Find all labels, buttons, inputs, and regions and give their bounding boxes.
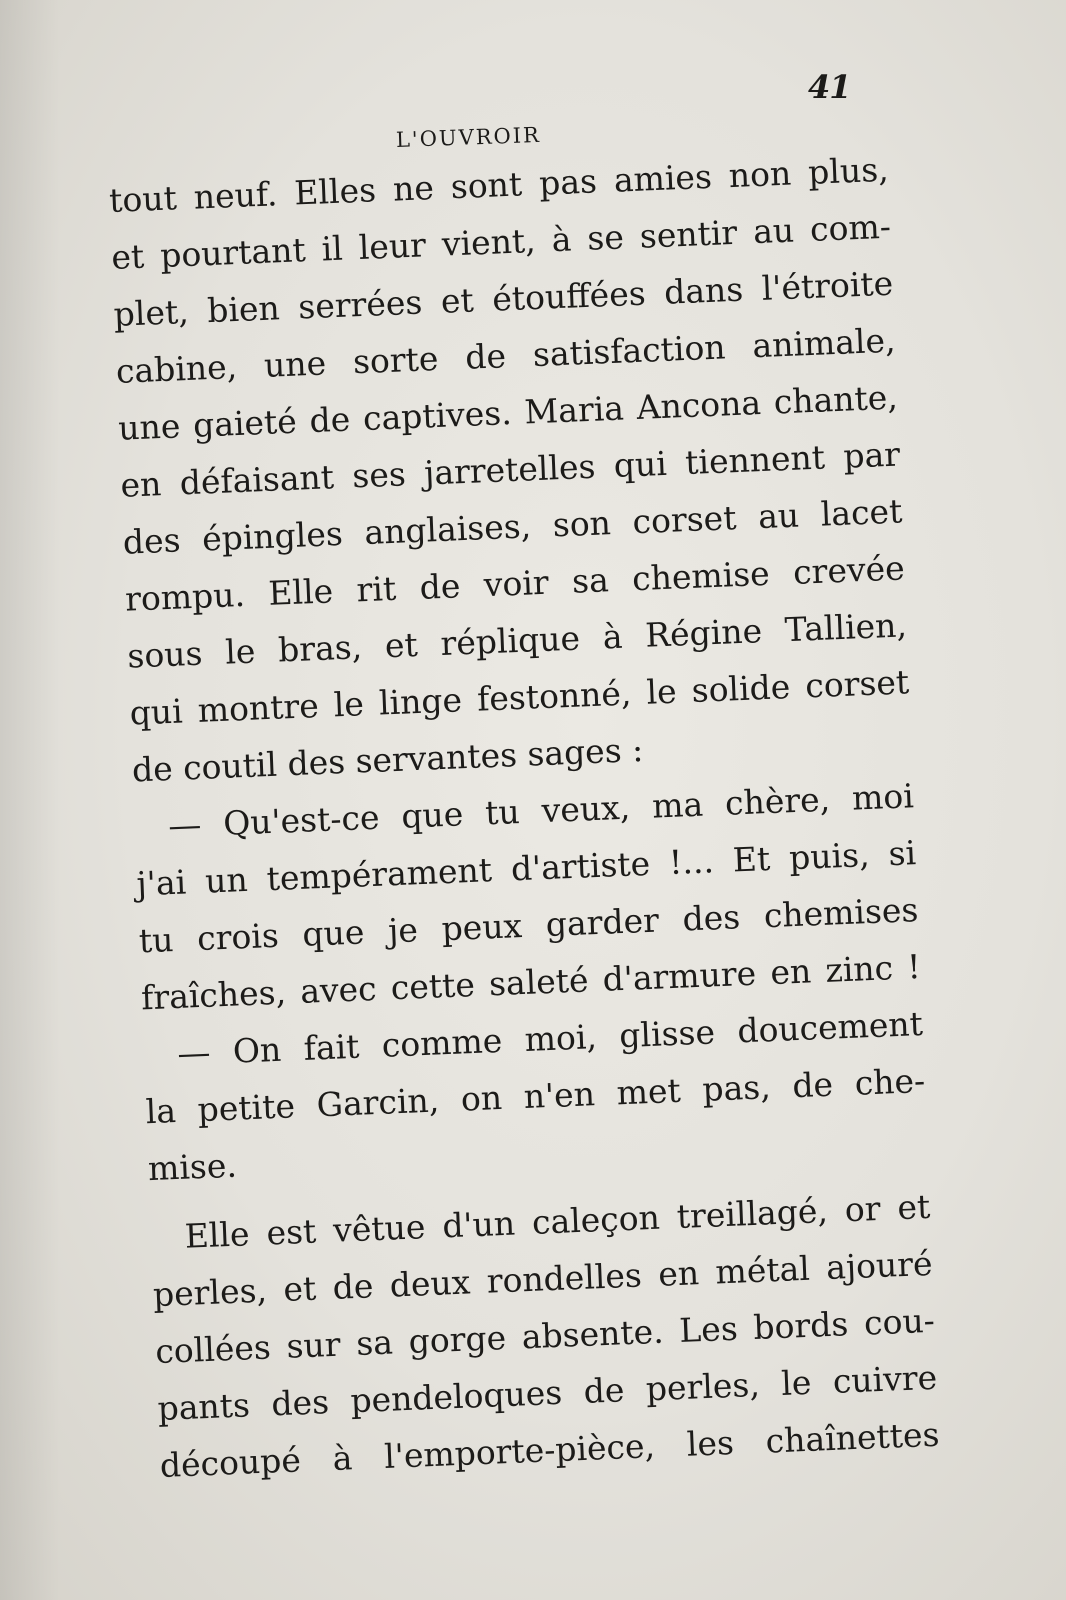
- text-line: une gaieté de captives. Maria Ancona chante,: [117, 377, 899, 448]
- text-line: sous le bras, et réplique à Régine Tallien,: [126, 605, 908, 676]
- page-number: 41: [808, 68, 851, 106]
- text-line: rompu. Elle rit de voir sa chemise crevée: [124, 548, 906, 619]
- text-line: perles, et de deux rondelles en métal ajouré: [152, 1243, 934, 1315]
- paragraph: [150, 1178, 941, 1494]
- paragraph: [142, 995, 928, 1197]
- text-line: la petite Garcin, on n'en met pas, de che-: [144, 1060, 926, 1132]
- text-line: des épingles anglaises, son corset au lacet: [122, 491, 904, 562]
- text-line: qui montre le linge festonné, le solide corset: [128, 662, 910, 733]
- text-line: pants des pendeloques de perles, le cuivre: [156, 1357, 938, 1428]
- text-line: de coutil des servantes sages :: [131, 730, 644, 790]
- text-line: mise.: [147, 1145, 238, 1189]
- body-text: [108, 141, 940, 1494]
- text-line: plet, bien serrées et étouffées dans l'étroite: [112, 263, 894, 334]
- text-line: et pourtant il leur vient, à se sentir au com-: [110, 206, 892, 277]
- text-line: fraîches, avec cette saleté d'armure en zinc !: [140, 947, 922, 1018]
- text-line: collées sur sa gorge absente. Les bords cou-: [154, 1300, 936, 1372]
- text-line: tu crois que je peux garder des chemises: [138, 890, 920, 961]
- text-line: en défaisant ses jarretelles qui tiennent par: [119, 434, 901, 505]
- text-line: — On fait comme moi, glisse doucement: [176, 1004, 924, 1073]
- text-line: cabine, une sorte de satisfaction animale,: [115, 320, 897, 391]
- running-head: L'OUVROIR: [395, 122, 542, 152]
- paragraph: [108, 141, 913, 799]
- text-line: tout neuf. Elles ne sont pas amies non plus,: [108, 149, 890, 220]
- text-line: Elle est vêtue d'un caleçon treillagé, or et: [183, 1186, 931, 1256]
- text-line: j'ai un tempérament d'artiste !... Et puis, si: [135, 833, 917, 904]
- text-line: découpé à l'emporte-pièce, les chaînettes: [159, 1414, 941, 1485]
- paragraph: [133, 767, 922, 1026]
- text-line: — Qu'est-ce que tu veux, ma chère, moi: [167, 776, 915, 846]
